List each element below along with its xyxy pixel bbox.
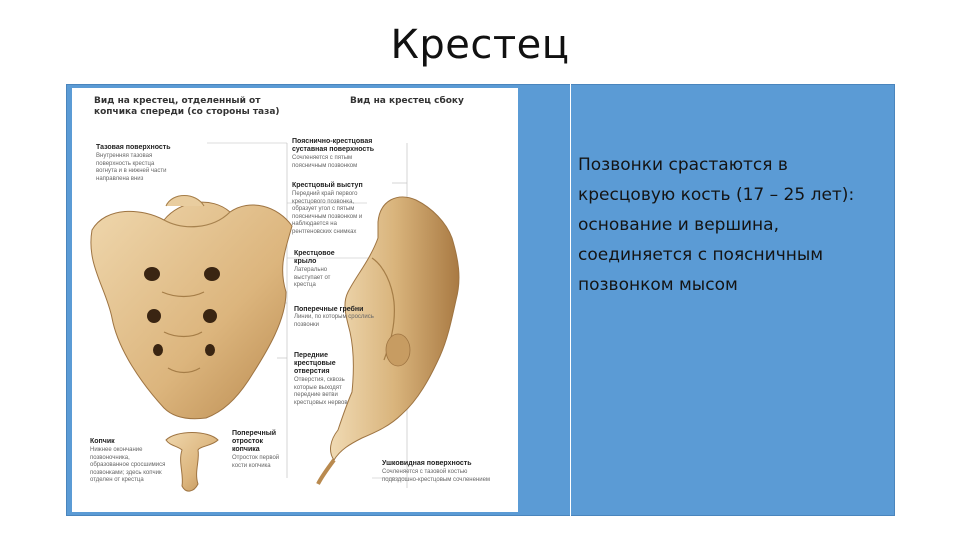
table-divider xyxy=(570,84,571,516)
label-anterior-foramina: Передние крестцовые отверстия xyxy=(294,352,336,375)
label-pelvic-surface: Тазовая поверхность xyxy=(96,144,171,151)
figure-title-side: Вид на крестец сбоку xyxy=(350,96,464,106)
desc-lumbosacral-joint: Сочленяется с пятым поясничным позвонком xyxy=(292,155,358,169)
desc-promontory: Передний край первого крестцового позвонка, образует угол с пятым поясничным позвонком и наблюдается на рентгеновских снимках xyxy=(292,191,363,235)
slide-title: Крестец xyxy=(390,22,570,68)
label-lumbosacral-joint: Пояснично-крестцовая суставная поверхность xyxy=(292,138,375,153)
desc-transverse-ridges: Линии, по которым срослись позвонки xyxy=(294,314,374,328)
figure-title-front: Вид на крестец, отделенный от копчика спереди (со стороны таза) xyxy=(94,96,280,117)
desc-coccyx: Нижнее окончание позвоночника, образованное сросшимися позвонками; здесь копчик отделен от крестца xyxy=(90,447,166,483)
label-promontory: Крестцовый выступ xyxy=(292,182,363,189)
coccyx-illustration xyxy=(166,433,218,492)
body-text: Позвонки срастаются в кресцовую кость (17 – 25 лет): основание и вершина, соединяется с поясничным позвонком мысом xyxy=(578,155,855,295)
desc-anterior-foramina: Отверстия, сквозь которые выходят передние ветви крестцовых нервов xyxy=(294,377,348,406)
desc-pelvic-surface: Внутренняя тазовая поверхность крестца вогнута и в нижней части направлена вниз xyxy=(96,153,167,182)
label-transverse-process: Поперечный отросток копчика xyxy=(232,430,276,453)
label-coccyx: Копчик xyxy=(90,438,115,445)
sacrum-front-view xyxy=(91,196,292,419)
label-auricular-surface: Ушковидная поверхность xyxy=(382,460,472,467)
label-sacral-wing: Крестцовое крыло xyxy=(294,250,335,265)
desc-sacral-wing: Латерально выступает от крестца xyxy=(294,267,331,288)
desc-transverse-process: Отросток первой кости копчика xyxy=(232,455,280,469)
sacrum-side-view xyxy=(318,197,459,484)
label-transverse-ridges: Поперечные гребни xyxy=(294,306,364,313)
sacrum-figure xyxy=(72,88,518,512)
desc-auricular-surface: Сочленяется с тазовой костью подвздошно-крестцовым сочленением xyxy=(382,469,491,483)
